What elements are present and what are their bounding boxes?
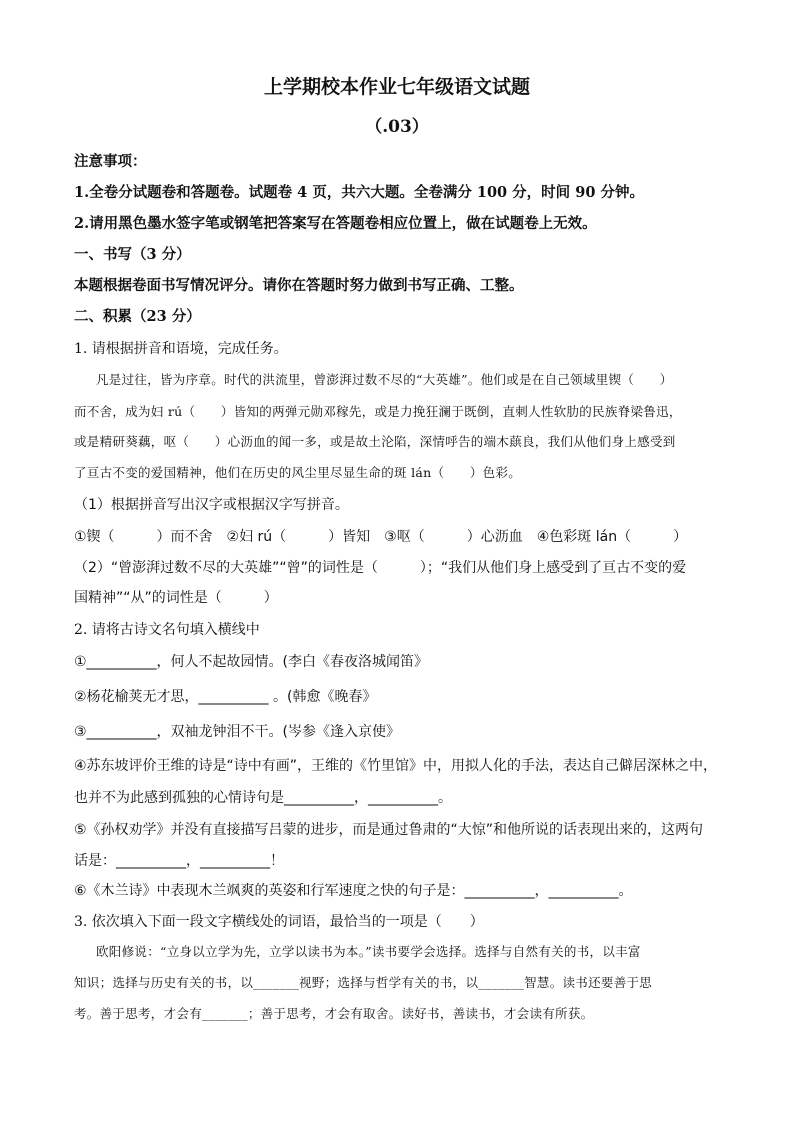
q2-item: ⑥《木兰诗》中表现木兰飒爽的英姿和行军速度之快的句子是：__________，__________。: [74, 883, 633, 899]
q1-passage-line: 了亘古不变的爱国精神，他们在历史的风尘里尽显生命的斑 lán（ ）色彩。: [74, 465, 522, 480]
q3-passage-line: 考。善于思考，才会有_______；善于思考，才会有取舍。读好书，善读书，才会读有所获。: [74, 1006, 594, 1021]
q1-sub1-stem: （1）根据拼音写出汉字或根据汉字写拼音。: [74, 497, 349, 513]
notice-item-1: 1.全卷分试题卷和答题卷。试题卷 4 页，共六大题。全卷满分 100 分，时间 90 分钟。: [74, 184, 644, 201]
q2-item: 话是：__________，__________！: [74, 853, 284, 869]
q2-item: ①__________，何人不起故园情。(李白《春夜洛城闻笛》: [74, 654, 429, 670]
q1-passage-line: 凡是过往，皆为序章。时代的洪流里，曾澎湃过数不尽的“大英雄”。他们或是在自己领域里锲（ ）: [96, 372, 673, 387]
q1-sub1-items: ①锲（ ）而不舍 ②妇 rú（ ）皆知 ③呕（ ）心沥血 ④色彩斑 lán（ ）: [74, 529, 688, 545]
q2-item: ②杨花榆荚无才思，__________ 。(韩愈《晚春》: [74, 689, 377, 705]
q1-passage-line: 而不舍，成为妇 rú（ ）皆知的两弹元勋邓稼先，或是力挽狂澜于既倒，直刺人性软肋的民族脊梁鲁迅，: [74, 404, 682, 419]
q1-passage-line: 或是精研葵藕，呕（ ）心沥血的闻一多，或是故土沦陷，深情呼告的端木蕻良，我们从他们身上感受到: [74, 434, 676, 449]
q2-item: ⑤《孙权劝学》并没有直接描写吕蒙的进步，而是通过鲁肃的“大惊”和他所说的话表现出来的，这两句: [74, 822, 704, 838]
page-title: 上学期校本作业七年级语文试题: [263, 76, 530, 98]
notice-item-2: 2.请用黑色墨水签字笔或钢笔把答案写在答题卷相应位置上，做在试题卷上无效。: [74, 215, 597, 232]
q1-sub2-line-1: （2）“曾澎湃过数不尽的大英雄”“曾”的词性是（ ）；“我们从他们身上感受到了亘古不变的爱: [74, 560, 687, 576]
q2-item: ④苏东坡评价王维的诗是“诗中有画”，王维的《竹里馆》中，用拟人化的手法，表达自己僻居深林之中，: [74, 758, 718, 774]
q3-passage-line: 欧阳修说：“立身以立学为先，立学以读书为本。”读书要学会选择。选择与自然有关的书，以丰富: [96, 944, 641, 959]
question-3-stem: 3. 依次填入下面一段文字横线处的词语，最恰当的一项是（ ）: [74, 914, 484, 930]
section-1-text: 本题根据卷面书写情况评分。请你在答题时努力做到书写正确、工整。: [74, 277, 524, 294]
notice-heading: 注意事项：: [74, 153, 147, 170]
q3-passage-line: 知识；选择与历史有关的书，以_______视野；选择与哲学有关的书，以_______智慧。读书还要善于思: [74, 975, 653, 990]
section-2-heading: 二、积累（23 分）: [74, 308, 201, 325]
page-subtitle: （.03）: [365, 117, 429, 137]
q1-sub2-line-2: 国精神”“从”的词性是（ ）: [74, 590, 278, 606]
question-2-stem: 2. 请将古诗文名句填入横线中: [74, 622, 260, 638]
q2-item: 也并不为此感到孤独的心情诗句是__________，__________。: [74, 790, 452, 806]
q2-item: ③__________，双袖龙钟泪不干。(岑参《逢入京使》: [74, 724, 401, 740]
section-1-heading: 一、书写（3 分）: [74, 246, 191, 263]
question-1-stem: 1. 请根据拼音和语境，完成任务。: [74, 341, 288, 357]
